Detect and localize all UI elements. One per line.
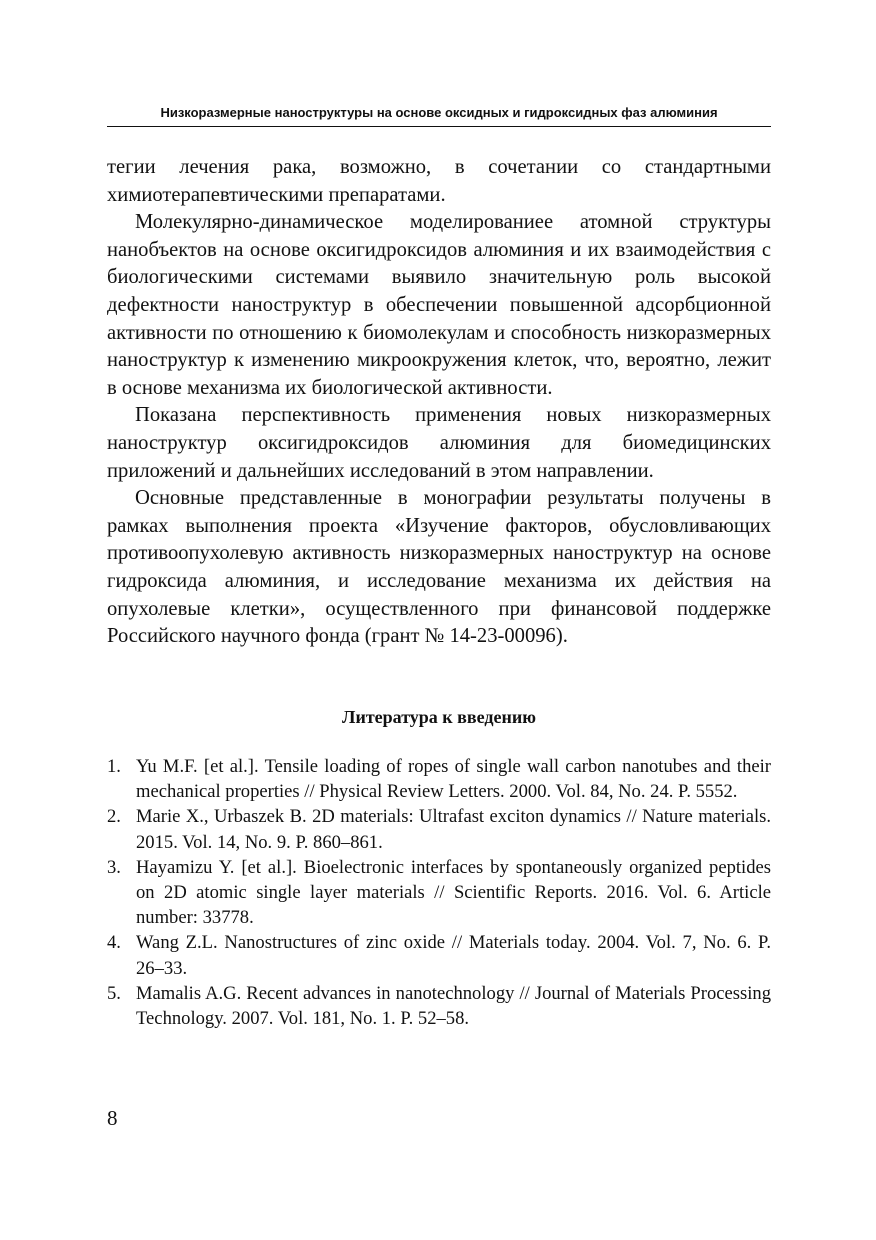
reference-item	[107, 930, 771, 980]
reference-number: 2.	[107, 806, 121, 828]
references-title: Литература к введению	[342, 707, 536, 727]
reference-text: Mamalis A.G. Recent advances in nanotechnology // Journal of Materials Processing Technology. 2007. Vol. 181, No. 1. P. 52–58.	[136, 982, 771, 1030]
reference-text: Wang Z.L. Nanostructures of zinc oxide // Materials today. 2004. Vol. 7, No. 6. P. 26–33.	[136, 932, 771, 979]
reference-number: 1.	[107, 756, 121, 777]
paragraph: тегии лечения рака, возможно, в сочетании со стандартными химиотерапевтическими препаратами.	[107, 156, 771, 206]
page-number: 8	[107, 1106, 118, 1130]
running-header: Низкоразмерные наноструктуры на основе оксидных и гидроксидных фаз алюминия	[160, 105, 718, 120]
reference-number: 5.	[107, 982, 121, 1004]
body-text	[107, 154, 771, 651]
reference-number: 3.	[107, 856, 121, 878]
reference-number: 4.	[107, 932, 121, 954]
reference-text: Hayamizu Y. [et al.]. Bioelectronic interfaces by spontaneously organized peptides on 2D atomic single layer materials // Scientific Reports. 2016. Vol. 6. Article number: 33778.	[136, 856, 771, 929]
paragraph: Показана перспективность применения новых низкоразмерных наноструктур оксигидроксидов алюминия для биомедицинских приложений и дальнейших исследований в этом направлении.	[107, 404, 771, 482]
reference-item	[107, 981, 771, 1031]
references-list	[107, 754, 771, 1031]
header-divider	[107, 126, 771, 127]
reference-item	[107, 804, 771, 854]
reference-item	[107, 754, 771, 804]
reference-text: Marie X., Urbaszek B. 2D materials: Ultrafast exciton dynamics // Nature materials. 2015. Vol. 14, No. 9. P. 860–861.	[136, 806, 771, 853]
reference-item	[107, 855, 771, 931]
reference-text: Yu M.F. [et al.]. Tensile loading of ropes of single wall carbon nanotubes and their mechanical properties // Physical Review Letters. 2000. Vol. 84, No. 24. P. 5552.	[136, 756, 771, 803]
paragraph: Молекулярно-динамическое моделированиее атомной структуры нанобъектов на основе оксигидроксидов алюминия и их взаимодействия с биологическими системами выявило значительную роль высокой дефектности наноструктур в обеспечении повышенной адсорбционной активности по отношению к биомолекулам и способность низкоразмерных наноструктур к изменению микроокружения клеток, что, вероятно, лежит в основе механизма их биологической активности.	[107, 211, 771, 399]
paragraph: Основные представленные в монографии результаты получены в рамках выполнения проекта «Изучение факторов, обусловливающих противоопухолевую активность низкоразмерных наноструктур на основе гидроксида алюминия, и исследование механизма их действия на опухолевые клетки», осуществленного при финансовой поддержке Российского научного фонда (грант № 14-23-00096).	[107, 487, 771, 648]
